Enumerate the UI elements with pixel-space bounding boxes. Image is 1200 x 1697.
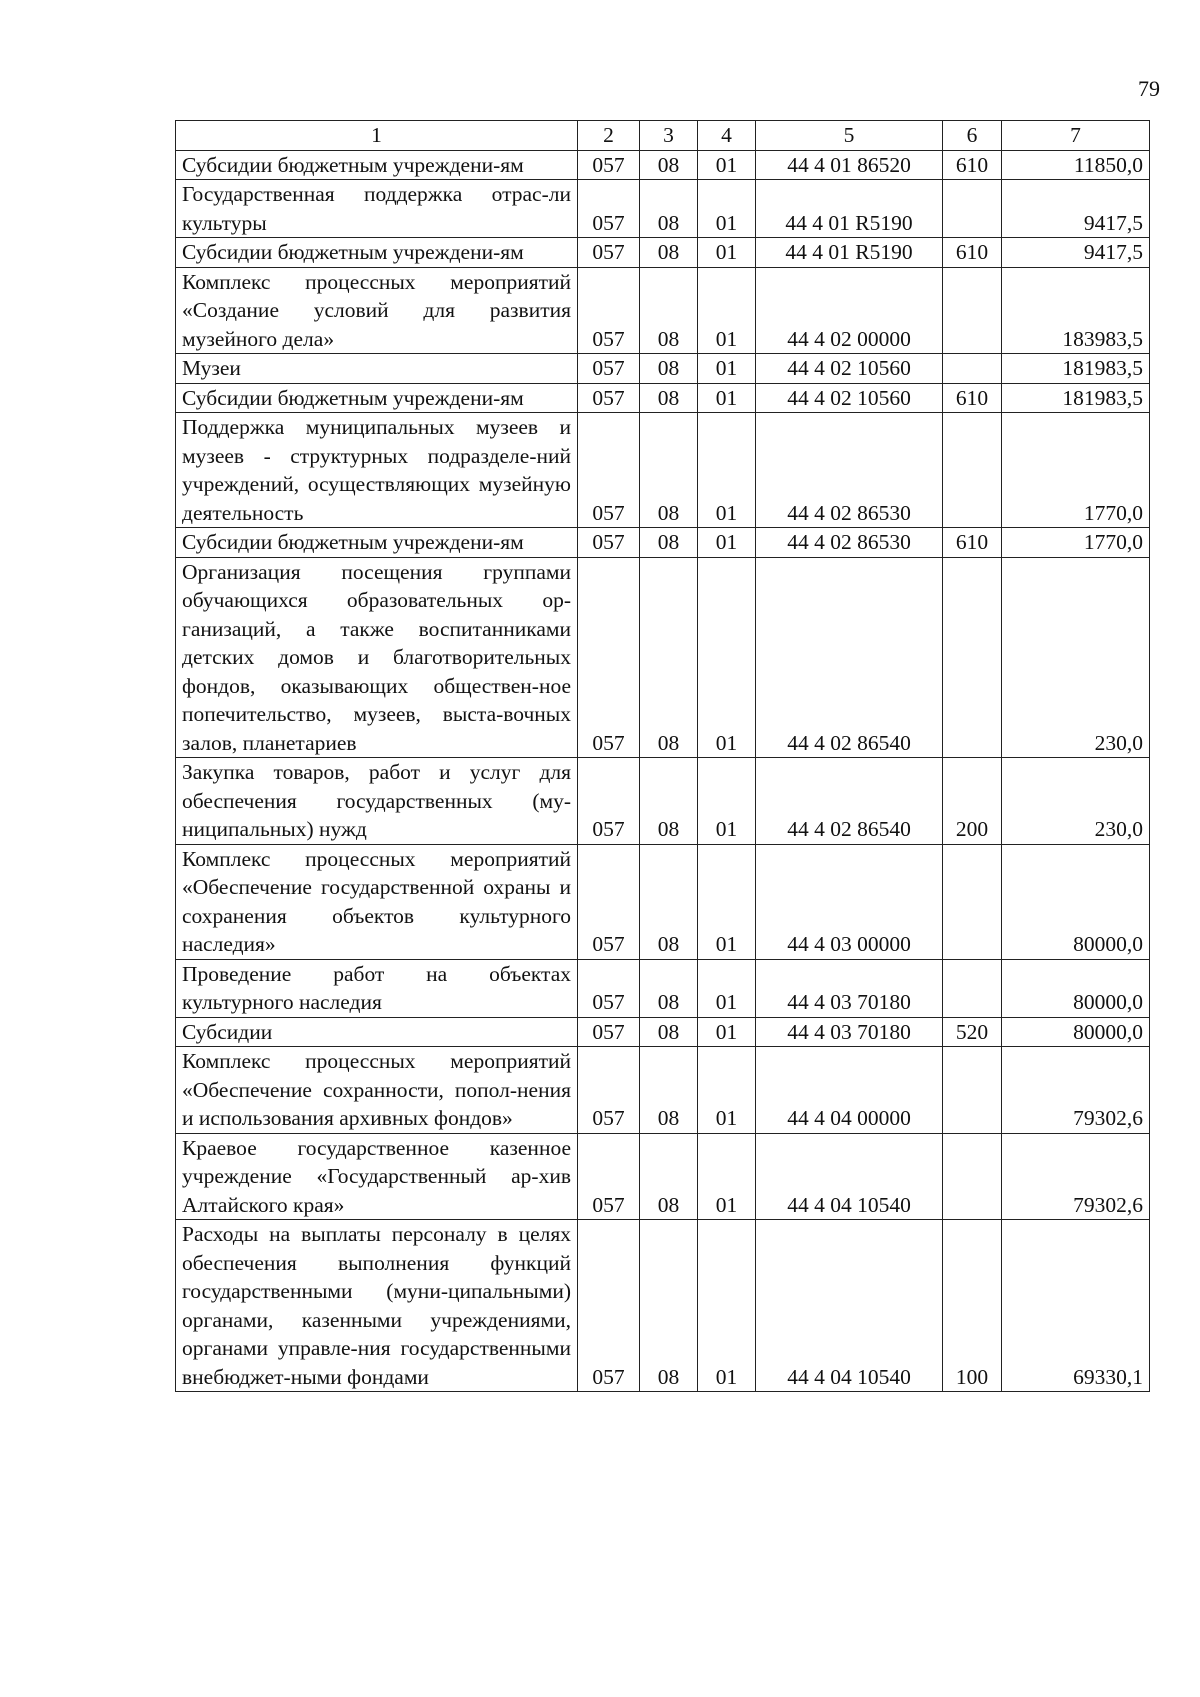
budget-table — [175, 120, 1150, 1392]
column-header: 4 — [698, 121, 756, 151]
target-article-cell: 44 4 04 10540 — [756, 1133, 943, 1220]
target-article-cell: 44 4 02 00000 — [756, 267, 943, 354]
row-name-cell: Субсидии бюджетным учреждени-ям — [176, 238, 578, 268]
amount-cell: 9417,5 — [1002, 238, 1150, 268]
expense-type-cell: 610 — [943, 528, 1002, 558]
expense-type-cell — [943, 413, 1002, 528]
target-article-cell: 44 4 03 00000 — [756, 844, 943, 959]
ministry-code-cell: 057 — [578, 1133, 640, 1220]
subsection-code-cell: 01 — [698, 383, 756, 413]
amount-cell: 80000,0 — [1002, 959, 1150, 1017]
ministry-code-cell: 057 — [578, 150, 640, 180]
row-name-cell: Музеи — [176, 354, 578, 384]
table-row — [176, 1047, 1150, 1134]
table-row — [176, 557, 1150, 758]
column-header: 7 — [1002, 121, 1150, 151]
subsection-code-cell: 01 — [698, 557, 756, 758]
subsection-code-cell: 01 — [698, 1133, 756, 1220]
target-article-cell: 44 4 01 R5190 — [756, 238, 943, 268]
target-article-cell: 44 4 04 00000 — [756, 1047, 943, 1134]
table-row — [176, 238, 1150, 268]
section-code-cell: 08 — [640, 354, 698, 384]
subsection-code-cell: 01 — [698, 758, 756, 845]
subsection-code-cell: 01 — [698, 238, 756, 268]
ministry-code-cell: 057 — [578, 354, 640, 384]
ministry-code-cell: 057 — [578, 557, 640, 758]
section-code-cell: 08 — [640, 1017, 698, 1047]
table-row — [176, 413, 1150, 528]
amount-cell: 181983,5 — [1002, 383, 1150, 413]
table-row — [176, 758, 1150, 845]
row-name-cell: Поддержка муниципальных музеев и музеев - структурных подразделе-ний учреждений, осуществляющих музейную деятельность — [176, 413, 578, 528]
page-number: 79 — [1138, 76, 1160, 101]
section-code-cell: 08 — [640, 180, 698, 238]
row-name-cell: Субсидии бюджетным учреждени-ям — [176, 383, 578, 413]
column-header: 1 — [176, 121, 578, 151]
section-code-cell: 08 — [640, 557, 698, 758]
table-row — [176, 528, 1150, 558]
section-code-cell: 08 — [640, 150, 698, 180]
subsection-code-cell: 01 — [698, 844, 756, 959]
target-article-cell: 44 4 04 10540 — [756, 1220, 943, 1392]
column-header: 3 — [640, 121, 698, 151]
table-row — [176, 150, 1150, 180]
expense-type-cell — [943, 267, 1002, 354]
table-row — [176, 1220, 1150, 1392]
amount-cell: 80000,0 — [1002, 1017, 1150, 1047]
row-name-cell: Комплекс процессных мероприятий «Обеспечение сохранности, попол-нения и использования архивных фондов» — [176, 1047, 578, 1134]
expense-type-cell: 100 — [943, 1220, 1002, 1392]
amount-cell: 1770,0 — [1002, 413, 1150, 528]
subsection-code-cell: 01 — [698, 528, 756, 558]
section-code-cell: 08 — [640, 1220, 698, 1392]
expense-type-cell — [943, 354, 1002, 384]
subsection-code-cell: 01 — [698, 413, 756, 528]
column-header: 5 — [756, 121, 943, 151]
ministry-code-cell: 057 — [578, 383, 640, 413]
column-header: 2 — [578, 121, 640, 151]
amount-cell: 9417,5 — [1002, 180, 1150, 238]
subsection-code-cell: 01 — [698, 1017, 756, 1047]
row-name-cell: Комплекс процессных мероприятий «Обеспечение государственной охраны и сохранения объектов культурного наследия» — [176, 844, 578, 959]
table-row — [176, 1017, 1150, 1047]
row-name-cell: Субсидии — [176, 1017, 578, 1047]
amount-cell: 80000,0 — [1002, 844, 1150, 959]
table-row — [176, 959, 1150, 1017]
expense-type-cell: 610 — [943, 150, 1002, 180]
row-name-cell: Закупка товаров, работ и услуг для обеспечения государственных (му-ниципальных) нужд — [176, 758, 578, 845]
expense-type-cell: 610 — [943, 383, 1002, 413]
table-row — [176, 354, 1150, 384]
ministry-code-cell: 057 — [578, 758, 640, 845]
section-code-cell: 08 — [640, 238, 698, 268]
expense-type-cell: 200 — [943, 758, 1002, 845]
amount-cell: 230,0 — [1002, 758, 1150, 845]
ministry-code-cell: 057 — [578, 413, 640, 528]
subsection-code-cell: 01 — [698, 959, 756, 1017]
section-code-cell: 08 — [640, 528, 698, 558]
expense-type-cell — [943, 557, 1002, 758]
expense-type-cell: 520 — [943, 1017, 1002, 1047]
expense-type-cell — [943, 844, 1002, 959]
row-name-cell: Краевое государственное казенное учреждение «Государственный ар-хив Алтайского края» — [176, 1133, 578, 1220]
subsection-code-cell: 01 — [698, 1047, 756, 1134]
ministry-code-cell: 057 — [578, 1220, 640, 1392]
expense-type-cell — [943, 180, 1002, 238]
table-body — [176, 150, 1150, 1392]
column-header: 6 — [943, 121, 1002, 151]
ministry-code-cell: 057 — [578, 844, 640, 959]
subsection-code-cell: 01 — [698, 180, 756, 238]
amount-cell: 1770,0 — [1002, 528, 1150, 558]
target-article-cell: 44 4 01 86520 — [756, 150, 943, 180]
amount-cell: 69330,1 — [1002, 1220, 1150, 1392]
row-name-cell: Организация посещения группами обучающихся образовательных ор-ганизаций, а также воспитанниками детских домов и благотворительных фондов, оказывающих обществен-ное попечительство, музеев, выста-вочных залов, планетариев — [176, 557, 578, 758]
row-name-cell: Государственная поддержка отрас-ли культуры — [176, 180, 578, 238]
target-article-cell: 44 4 02 10560 — [756, 354, 943, 384]
amount-cell: 79302,6 — [1002, 1133, 1150, 1220]
target-article-cell: 44 4 01 R5190 — [756, 180, 943, 238]
ministry-code-cell: 057 — [578, 959, 640, 1017]
expense-type-cell — [943, 1133, 1002, 1220]
row-name-cell: Субсидии бюджетным учреждени-ям — [176, 528, 578, 558]
row-name-cell: Субсидии бюджетным учреждени-ям — [176, 150, 578, 180]
target-article-cell: 44 4 02 86540 — [756, 758, 943, 845]
ministry-code-cell: 057 — [578, 1047, 640, 1134]
section-code-cell: 08 — [640, 959, 698, 1017]
amount-cell: 181983,5 — [1002, 354, 1150, 384]
row-name-cell: Расходы на выплаты персоналу в целях обеспечения выполнения функций государственными (муни-ципальными) органами, казенными учреждениями, органами управле-ния государственными внебюджет-ными фондами — [176, 1220, 578, 1392]
row-name-cell: Проведение работ на объектах культурного наследия — [176, 959, 578, 1017]
target-article-cell: 44 4 03 70180 — [756, 1017, 943, 1047]
table-row — [176, 180, 1150, 238]
subsection-code-cell: 01 — [698, 150, 756, 180]
table-row — [176, 1133, 1150, 1220]
amount-cell: 183983,5 — [1002, 267, 1150, 354]
target-article-cell: 44 4 02 10560 — [756, 383, 943, 413]
target-article-cell: 44 4 02 86530 — [756, 528, 943, 558]
expense-type-cell — [943, 1047, 1002, 1134]
ministry-code-cell: 057 — [578, 528, 640, 558]
section-code-cell: 08 — [640, 758, 698, 845]
table-row — [176, 844, 1150, 959]
section-code-cell: 08 — [640, 1047, 698, 1134]
subsection-code-cell: 01 — [698, 267, 756, 354]
row-name-cell: Комплекс процессных мероприятий «Создание условий для развития музейного дела» — [176, 267, 578, 354]
ministry-code-cell: 057 — [578, 238, 640, 268]
expense-type-cell: 610 — [943, 238, 1002, 268]
table-row — [176, 267, 1150, 354]
section-code-cell: 08 — [640, 383, 698, 413]
target-article-cell: 44 4 02 86530 — [756, 413, 943, 528]
target-article-cell: 44 4 03 70180 — [756, 959, 943, 1017]
target-article-cell: 44 4 02 86540 — [756, 557, 943, 758]
section-code-cell: 08 — [640, 267, 698, 354]
section-code-cell: 08 — [640, 844, 698, 959]
ministry-code-cell: 057 — [578, 267, 640, 354]
amount-cell: 79302,6 — [1002, 1047, 1150, 1134]
table-header-row — [176, 121, 1150, 151]
subsection-code-cell: 01 — [698, 1220, 756, 1392]
section-code-cell: 08 — [640, 413, 698, 528]
ministry-code-cell: 057 — [578, 180, 640, 238]
subsection-code-cell: 01 — [698, 354, 756, 384]
amount-cell: 230,0 — [1002, 557, 1150, 758]
ministry-code-cell: 057 — [578, 1017, 640, 1047]
amount-cell: 11850,0 — [1002, 150, 1150, 180]
table-row — [176, 383, 1150, 413]
section-code-cell: 08 — [640, 1133, 698, 1220]
expense-type-cell — [943, 959, 1002, 1017]
